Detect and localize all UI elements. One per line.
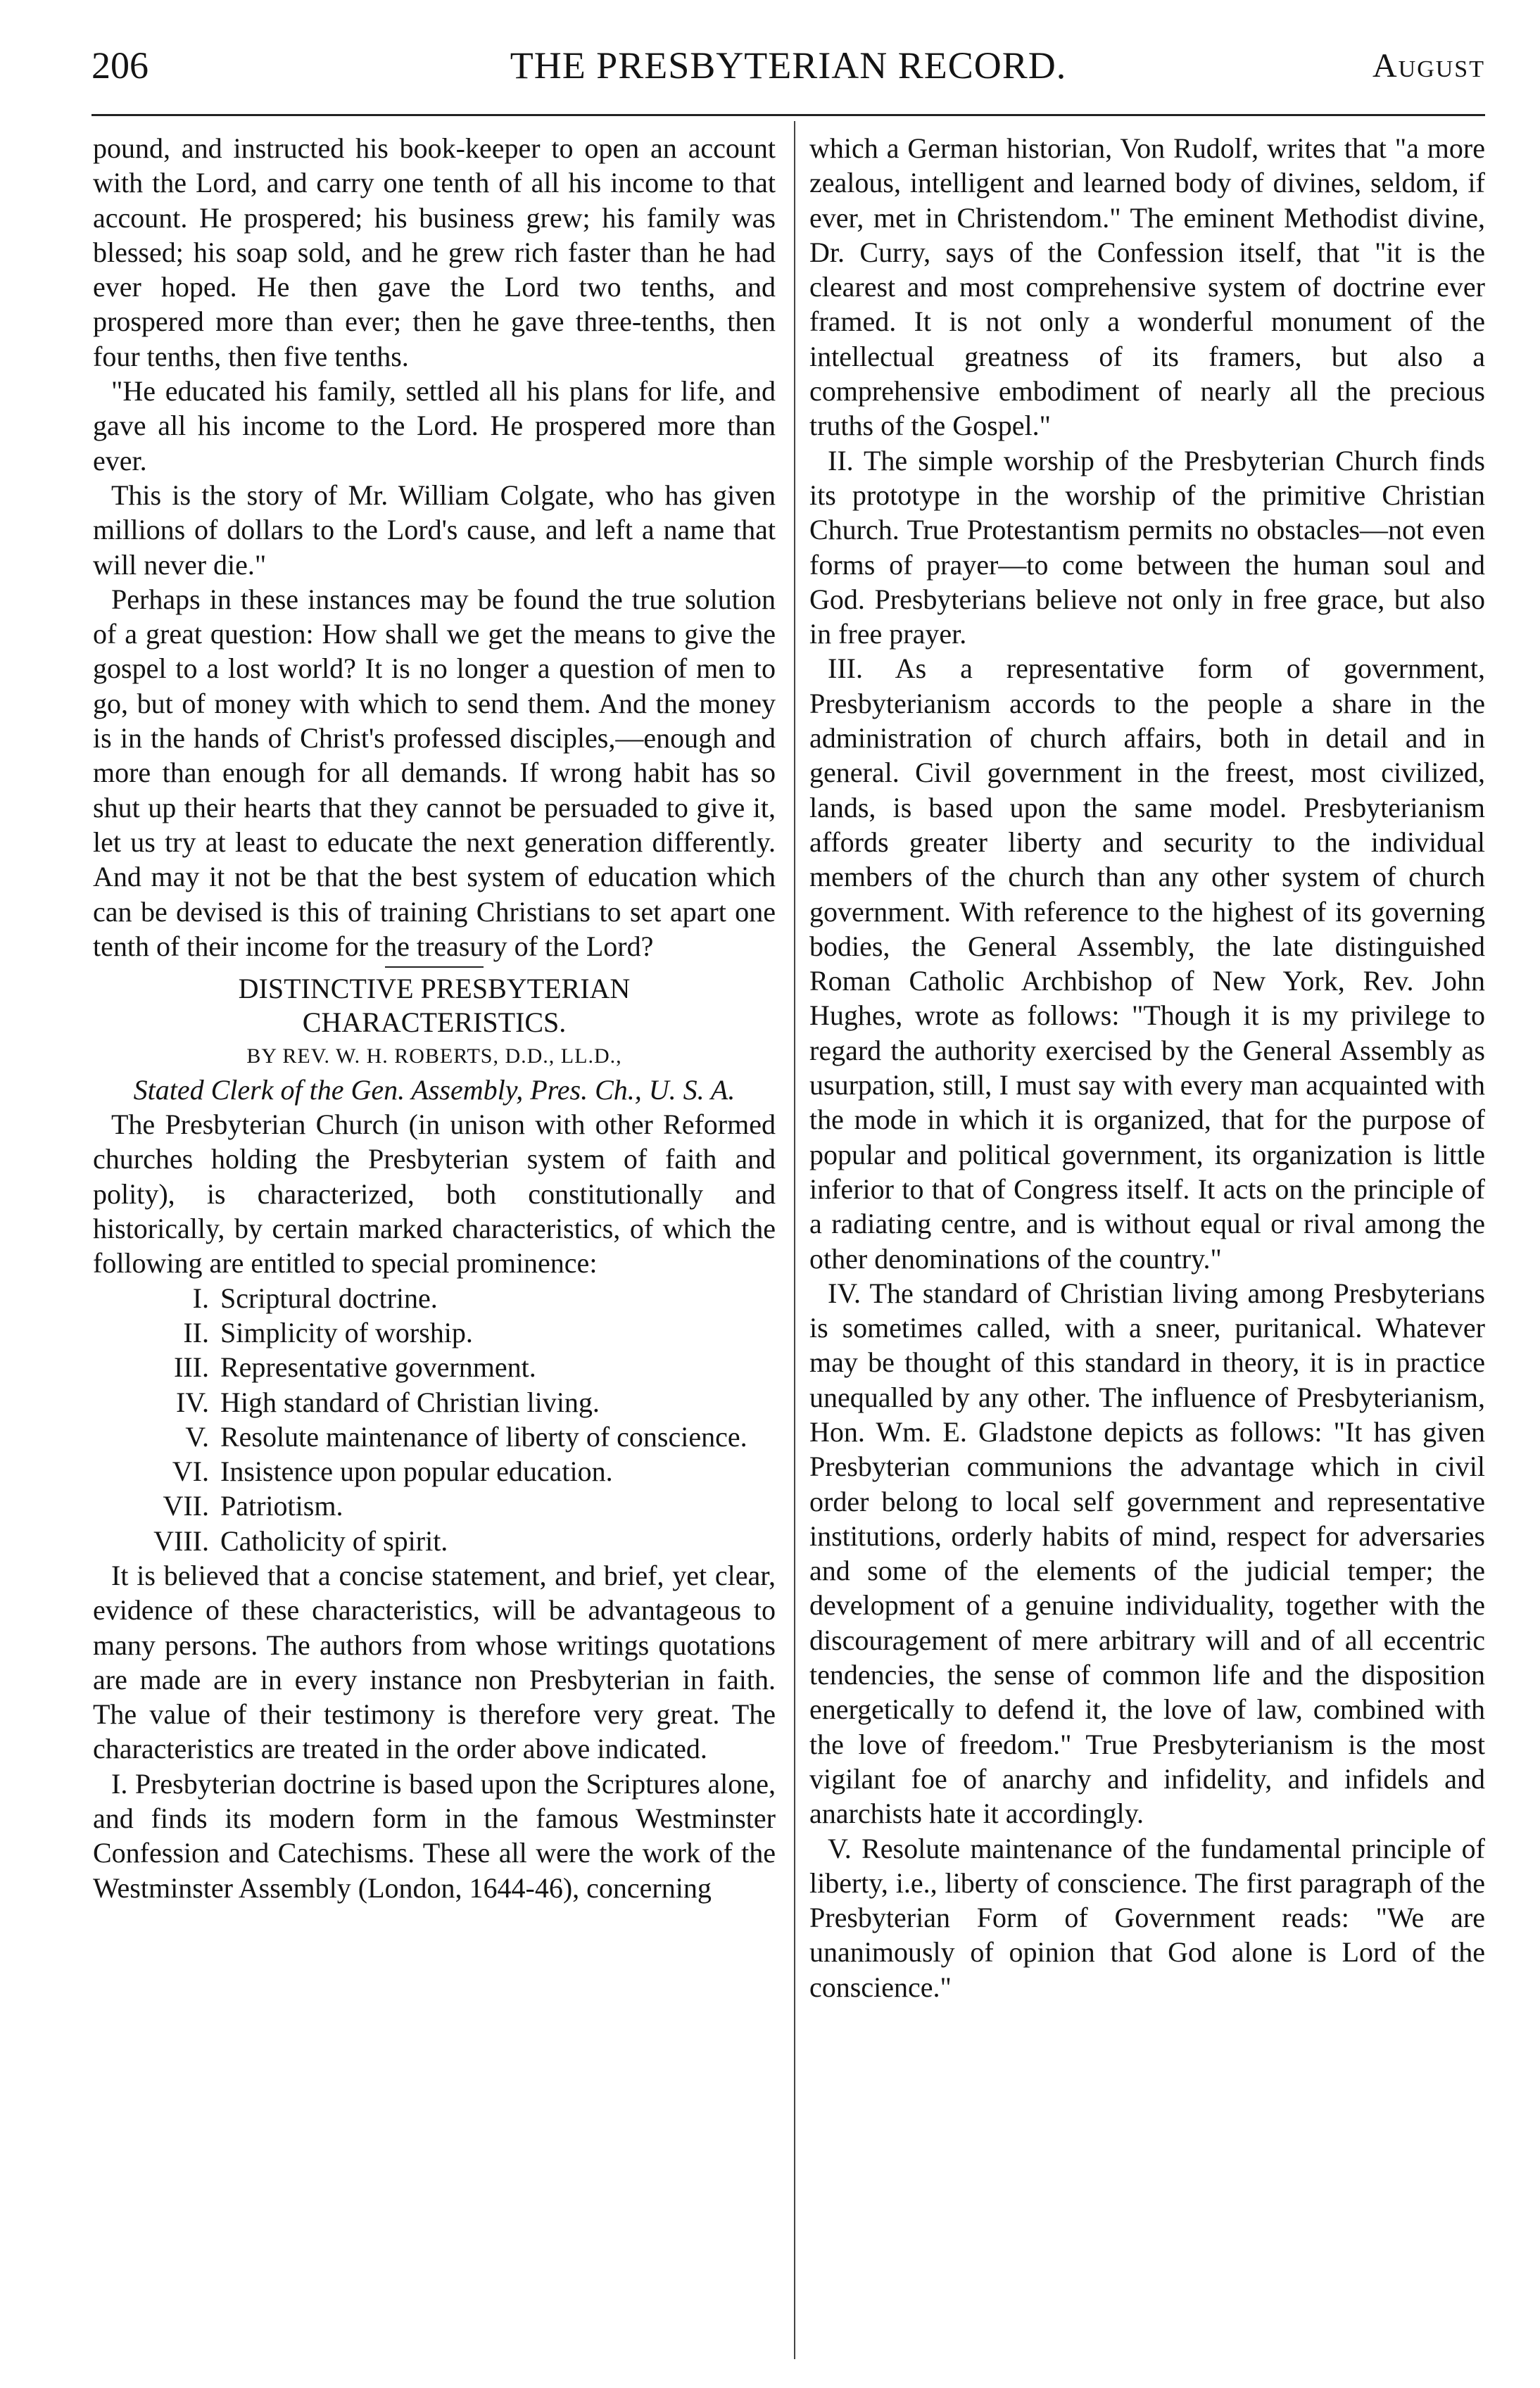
article-heading-line: CHARACTERISTICS. (302, 1006, 567, 1039)
page-header (91, 44, 1485, 100)
header-rule (91, 114, 1485, 116)
paragraph: The Presbyterian Church (in unison with other Reformed churches holding the Presbyterian system of faith and polity), is characterized, both constitutionally and historically, by certain marked characteristics, of which the following are entitled to special prominence: (93, 1108, 776, 1280)
article-heading-line: DISTINCTIVE PRESBYTERIAN (238, 973, 631, 1005)
list-item: VII. Patriotism. (163, 1490, 343, 1522)
page-number: 206 (91, 44, 149, 87)
list-item: IV. High standard of Christian living. (175, 1386, 600, 1418)
characteristics-list (93, 1281, 776, 1558)
list-item: VIII. Catholicity of spirit. (153, 1524, 448, 1557)
paragraph: IV. The standard of Christian living among Presbyterians is sometimes called, with a sneer, puritanical. Whatever may be thought of this standard in theory, it is in practice unequalled by any other. The influence of Presbyterianism, Hon. Wm. E. Gladstone depicts as follows: "It has given Presbyterian communions the advantage which in civil order belong to local self government and representative institutions, orderly habits of mind, respect for adversaries and some of the elements of the judicial temper; the development of a genuine individuality, together with the discouragement of mere arbitrary will and of all eccentric tendencies, the sense of common life and the disposition energetically to defend it, the love of law, combined with the love of freedom." True Presbyterianism is the most vigilant foe of anarchy and infidelity, and infidels and anarchists hate it accordingly. (809, 1277, 1485, 1830)
list-item: VI. Insistence upon popular education. (172, 1455, 613, 1488)
list-item: III. Representative government. (174, 1351, 536, 1384)
right-column (809, 131, 1485, 2004)
issue-month: August (1372, 47, 1485, 84)
column-divider (794, 121, 795, 2359)
paragraph: which a German historian, Von Rudolf, writes that "a more zealous, intelligent and learned body of divines, seldom, if ever, met in Christendom." The eminent Methodist divine, Dr. Curry, says of the Confession itself, that "it is the clearest and most comprehensive system of doctrine ever framed. It is not only a wonderful monument of the intellectual greatness of its framers, but also a comprehensive embodiment of nearly all the precious truths of the Gospel." (809, 132, 1485, 442)
list-item: V. Resolute maintenance of liberty of conscience. (185, 1420, 747, 1453)
paragraph: Perhaps in these instances may be found the true solution of a great question: How shall we get the means to give the gospel to a lost world? It is no longer a question of men to go, but of money with which to send them. And the money is in the hands of Christ's professed disciples,—enough and more than enough for all demands. If wrong habit has so shut up their hearts that they cannot be persuaded to give it, let us try at least to educate the next generation differently. And may it not be that the best system of education which can be devised is this of training Christians to set apart one tenth of their income for the treasury of the Lord? (93, 583, 776, 962)
paragraph: III. As a representative form of government, Presbyterianism accords to the people a share in the administration of church affairs, both in detail and in general. Civil government in the freest, most civilized, lands, is based upon the same model. Presbyterianism affords greater liberty and security to the individual members of the church than any other system of church government. With reference to the highest of its governing bodies, the General Assembly, the late distinguished Roman Catholic Archbishop of New York, Rev. John Hughes, wrote as follows: "Though it is my privilege to regard the authority exercised by the General Assembly as usurpation, still, I must say with every man acquainted with the mode in which it is organized, that for the purpose of popular and political government, its organization is little inferior to that of Congress itself. It acts on the principle of a radiating centre, and is without equal or rival among the other denominations of the country." (809, 652, 1485, 1275)
list-item: I. Scriptural doctrine. (192, 1282, 438, 1314)
section-rule (385, 966, 484, 968)
paragraph: pound, and instructed his book-keeper to open an account with the Lord, and carry one tenth of all his income to that account. He prospered; his business grew; his family was blessed; his soap sold, and he grew rich faster than he had ever hoped. He then gave the Lord two tenths, and prospered more than ever; then he gave three-tenths, then four tenths, then five tenths. (93, 132, 776, 372)
paragraph: It is believed that a concise statement, and brief, yet clear, evidence of these characteristics, will be advantageous to many persons. The authors from whose writings quotations are made are in every instance non Presbyterian in faith. The value of their testimony is therefore very great. The characteristics are treated in the order above indicated. (93, 1559, 776, 1765)
author-office: Stated Clerk of the Gen. Assembly, Pres. Ch., U. S. A. (133, 1074, 736, 1106)
running-title: THE PRESBYTERIAN RECORD. (510, 44, 1067, 87)
list-item: II. Simplicity of worship. (183, 1316, 473, 1348)
article-byline: BY REV. W. H. ROBERTS, D.D., LL.D., (246, 1044, 622, 1068)
paragraph: V. Resolute maintenance of the fundamental principle of liberty, i.e., liberty of conscience. The first paragraph of the Presbyterian Form of Government reads: "We are unanimously of opinion that God alone is Lord of the conscience." (809, 1832, 1485, 2003)
paragraph: II. The simple worship of the Presbyterian Church finds its prototype in the worship of the primitive Christian Church. True Protestantism permits no obstacles—not even forms of prayer—to come between the human soul and God. Presbyterians believe not only in free grace, but also in free prayer. (809, 444, 1485, 650)
paragraph: This is the story of Mr. William Colgate, who has given millions of dollars to the Lord's cause, and left a name that will never die." (93, 479, 776, 581)
left-column (93, 131, 776, 1905)
paragraph: "He educated his family, settled all his plans for life, and gave all his income to the Lord. He prospered more than ever. (93, 375, 776, 476)
paragraph: I. Presbyterian doctrine is based upon the Scriptures alone, and finds its modern form in the famous Westminster Confession and Catechisms. These all were the work of the Westminster Assembly (London, 1644-46), concerning (93, 1767, 776, 1904)
